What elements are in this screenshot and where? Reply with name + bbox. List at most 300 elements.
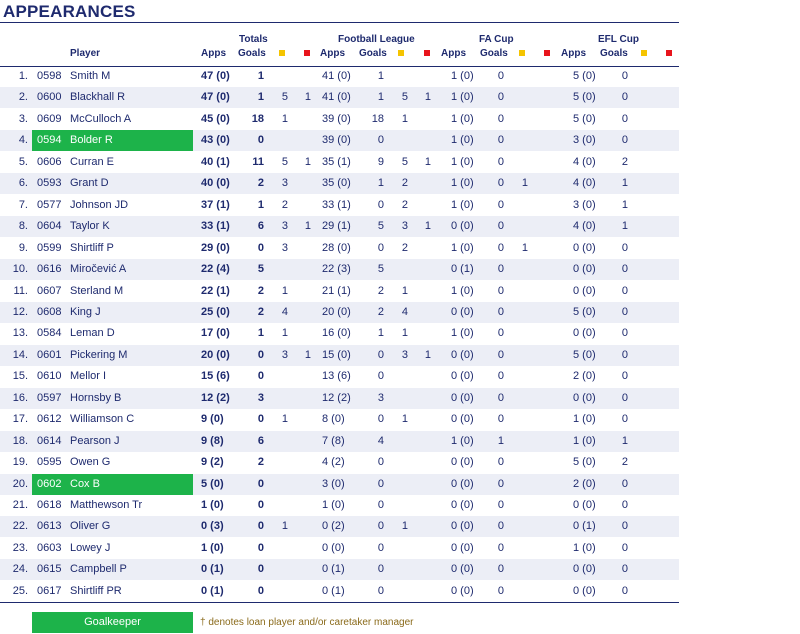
league-yellow-cards: 1 (401, 284, 408, 297)
total-goals: 1 (257, 70, 264, 82)
league-goals: 0 (377, 584, 384, 597)
row-number: 17. (12, 413, 28, 426)
efl-apps: 0 (0) (573, 263, 596, 276)
efl-goals: 0 (621, 348, 628, 361)
total-apps: 25 (0) (201, 305, 230, 318)
fa-goals: 0 (497, 241, 504, 254)
total-apps: 17 (0) (201, 327, 230, 340)
fa-apps: 1 (0) (451, 91, 474, 104)
total-goals: 1 (257, 91, 264, 104)
total-goals: 1 (257, 327, 264, 340)
total-yellow-cards: 3 (281, 241, 288, 254)
total-yellow-cards: 2 (281, 198, 288, 211)
player-id: 0597 (37, 391, 62, 404)
total-apps: 15 (6) (201, 370, 230, 383)
total-apps: 1 (0) (201, 499, 224, 511)
efl-goals: 1 (621, 177, 628, 190)
efl-goals: 2 (621, 155, 628, 168)
total-yellow-cards: 4 (281, 305, 288, 318)
efl-apps: 2 (0) (573, 477, 596, 490)
efl-goals: 2 (621, 456, 628, 469)
header-league-goals: Goals (359, 48, 387, 59)
efl-goals: 0 (621, 391, 628, 404)
fa-apps: 0 (0) (451, 499, 474, 511)
league-goals: 1 (377, 327, 384, 340)
total-apps: 1 (0) (201, 541, 224, 554)
league-apps: 15 (0) (322, 348, 351, 361)
player-name: King J (70, 305, 101, 318)
fa-goals: 0 (497, 220, 504, 233)
league-yellow-cards: 5 (401, 91, 408, 104)
league-apps: 28 (0) (322, 241, 351, 254)
player-id: 0577 (37, 198, 62, 211)
fa-goals: 0 (497, 198, 504, 211)
total-goals: 1 (257, 198, 264, 211)
total-apps: 9 (0) (201, 413, 224, 426)
league-apps: 41 (0) (322, 91, 351, 104)
league-goals: 1 (377, 91, 384, 104)
player-name: Mellor I (70, 370, 107, 383)
row-number: 23. (12, 541, 28, 554)
league-goals: 18 (371, 112, 384, 125)
total-yellow-cards: 1 (281, 520, 288, 533)
fa-apps: 1 (0) (451, 198, 474, 211)
yellow-card-icon (641, 50, 647, 56)
table-row (0, 516, 679, 537)
table-row (0, 345, 679, 366)
efl-apps: 1 (0) (573, 413, 596, 426)
player-name: Taylor K (70, 220, 110, 233)
total-goals: 2 (257, 456, 264, 469)
league-apps: 3 (0) (322, 477, 345, 490)
total-red-cards: 1 (304, 155, 311, 168)
player-name: Pearson J (70, 434, 120, 447)
player-id: 0593 (37, 177, 62, 190)
league-yellow-cards: 1 (401, 327, 408, 340)
efl-apps: 5 (0) (573, 112, 596, 125)
fa-goals: 1 (497, 434, 504, 447)
fa-goals: 0 (497, 563, 504, 576)
total-apps: 29 (0) (201, 241, 230, 254)
player-name: Matthewson Tr (70, 499, 143, 511)
header-total-goals: Goals (238, 48, 266, 59)
total-goals: 6 (257, 220, 264, 233)
league-goals: 4 (377, 434, 384, 447)
row-number: 11. (13, 284, 28, 297)
row-number: 18. (12, 434, 28, 447)
efl-goals: 0 (621, 91, 628, 104)
fa-goals: 0 (497, 155, 504, 168)
league-goals: 3 (377, 391, 384, 404)
player-id: 0610 (37, 370, 62, 383)
efl-apps: 4 (0) (573, 177, 596, 190)
fa-apps: 0 (0) (451, 520, 474, 533)
league-red-cards: 1 (424, 155, 431, 168)
fa-goals: 0 (497, 456, 504, 469)
player-id: 0615 (37, 563, 62, 576)
row-number: 3. (18, 112, 28, 125)
efl-apps: 3 (0) (573, 198, 596, 211)
player-name: Campbell P (70, 563, 127, 576)
fa-apps: 1 (0) (451, 177, 474, 190)
league-apps: 16 (0) (322, 327, 351, 340)
fa-goals: 0 (497, 370, 504, 383)
efl-goals: 0 (621, 584, 628, 597)
total-yellow-cards: 3 (281, 348, 288, 361)
player-name: Owen G (70, 456, 111, 469)
player-name: Miročević A (70, 263, 127, 276)
row-number: 25. (12, 584, 28, 597)
player-name: Bolder R (70, 134, 113, 147)
total-red-cards: 1 (304, 348, 311, 361)
total-apps: 12 (2) (201, 391, 230, 404)
total-apps: 20 (0) (201, 348, 230, 361)
table-row (0, 538, 679, 559)
fa-goals: 0 (497, 70, 504, 82)
efl-apps: 5 (0) (573, 70, 596, 82)
fa-yellow-cards: 1 (521, 177, 528, 190)
table-row (0, 409, 679, 430)
footer-divider (0, 602, 679, 603)
table-row (0, 495, 679, 516)
fa-apps: 1 (0) (451, 241, 474, 254)
league-goals: 0 (377, 520, 384, 533)
efl-goals: 0 (621, 477, 628, 490)
total-apps: 40 (1) (201, 155, 230, 168)
fa-apps: 0 (0) (451, 456, 474, 469)
header-league-apps: Apps (320, 48, 345, 59)
fa-goals: 0 (497, 413, 504, 426)
efl-apps: 5 (0) (573, 305, 596, 318)
player-name: Curran E (70, 155, 115, 168)
goalkeeper-legend: Goalkeeper (32, 612, 193, 633)
league-apps: 1 (0) (322, 499, 345, 511)
league-yellow-cards: 3 (401, 220, 408, 233)
efl-goals: 0 (621, 112, 628, 125)
efl-apps: 1 (0) (573, 541, 596, 554)
row-number: 4. (18, 134, 28, 147)
title-divider (0, 22, 679, 23)
row-number: 15. (12, 370, 28, 383)
total-goals: 2 (257, 305, 264, 318)
league-yellow-cards: 2 (401, 177, 408, 190)
fa-goals: 0 (497, 477, 504, 490)
total-yellow-cards: 1 (281, 413, 288, 426)
yellow-card-icon (279, 50, 285, 56)
player-id: 0617 (37, 584, 62, 597)
league-yellow-cards: 1 (401, 413, 408, 426)
total-goals: 0 (257, 413, 264, 426)
league-apps: 7 (8) (322, 434, 345, 447)
league-goals: 1 (377, 70, 384, 82)
table-row (0, 130, 679, 151)
yellow-card-icon (519, 50, 525, 56)
player-id: 0602 (37, 477, 62, 490)
row-number: 9. (18, 241, 28, 254)
player-id: 0594 (37, 134, 62, 147)
total-goals: 6 (257, 434, 264, 447)
header-efl-goals: Goals (600, 48, 628, 59)
league-red-cards: 1 (424, 91, 431, 104)
league-apps: 41 (0) (322, 70, 351, 82)
league-goals: 0 (377, 241, 384, 254)
total-goals: 0 (257, 584, 264, 597)
red-card-icon (424, 50, 430, 56)
total-yellow-cards: 3 (281, 177, 288, 190)
efl-apps: 0 (0) (573, 499, 596, 511)
player-name: Leman D (70, 327, 115, 340)
player-id: 0607 (37, 284, 62, 297)
efl-goals: 0 (621, 134, 628, 147)
efl-goals: 0 (621, 413, 628, 426)
fa-apps: 0 (0) (451, 370, 474, 383)
total-yellow-cards: 1 (281, 284, 288, 297)
league-apps: 0 (2) (322, 520, 345, 533)
total-goals: 18 (251, 112, 264, 125)
efl-goals: 0 (621, 499, 628, 511)
league-apps: 12 (2) (322, 391, 351, 404)
efl-goals: 0 (621, 563, 628, 576)
efl-apps: 5 (0) (573, 91, 596, 104)
total-apps: 37 (1) (201, 198, 230, 211)
efl-goals: 0 (621, 241, 628, 254)
player-name: Grant D (70, 177, 109, 190)
header-fa-goals: Goals (480, 48, 508, 59)
player-id: 0598 (37, 70, 62, 82)
table-row (0, 559, 679, 580)
row-number: 5. (18, 155, 28, 168)
league-goals: 2 (377, 284, 384, 297)
total-yellow-cards: 1 (281, 112, 288, 125)
row-number: 8. (18, 220, 28, 233)
efl-goals: 0 (621, 284, 628, 297)
efl-apps: 0 (0) (573, 563, 596, 576)
red-card-icon (666, 50, 672, 56)
player-name: Oliver G (70, 520, 111, 533)
row-number: 24. (12, 563, 28, 576)
league-goals: 0 (377, 134, 384, 147)
total-yellow-cards: 3 (281, 220, 288, 233)
fa-apps: 0 (1) (451, 263, 474, 276)
row-number: 22. (12, 520, 28, 533)
total-goals: 0 (257, 477, 264, 490)
league-red-cards: 1 (424, 348, 431, 361)
table-row (0, 388, 679, 409)
fa-goals: 0 (497, 263, 504, 276)
fa-goals: 0 (497, 134, 504, 147)
league-yellow-cards: 3 (401, 348, 408, 361)
total-goals: 0 (257, 241, 264, 254)
total-apps: 45 (0) (201, 112, 230, 125)
fa-goals: 0 (497, 541, 504, 554)
player-id: 0584 (37, 327, 62, 340)
fa-apps: 0 (0) (451, 541, 474, 554)
header-total-apps: Apps (201, 48, 226, 59)
player-id: 0601 (37, 348, 62, 361)
league-goals: 0 (377, 499, 384, 511)
total-goals: 3 (257, 391, 264, 404)
fa-apps: 0 (0) (451, 563, 474, 576)
fa-apps: 0 (0) (451, 584, 474, 597)
league-apps: 35 (1) (322, 155, 351, 168)
fa-goals: 0 (497, 584, 504, 597)
efl-apps: 0 (0) (573, 327, 596, 340)
league-apps: 20 (0) (322, 305, 351, 318)
player-id: 0595 (37, 456, 62, 469)
total-yellow-cards: 5 (281, 91, 288, 104)
player-id: 0614 (37, 434, 62, 447)
efl-goals: 1 (621, 220, 628, 233)
header-efl-apps: Apps (561, 48, 586, 59)
league-goals: 5 (377, 220, 384, 233)
fa-apps: 0 (0) (451, 413, 474, 426)
player-name: Blackhall R (70, 91, 126, 104)
loan-note: † denotes loan player and/or caretaker manager (200, 617, 414, 628)
row-number: 12. (12, 305, 28, 318)
efl-goals: 1 (621, 434, 628, 447)
league-goals: 9 (377, 155, 384, 168)
row-number: 21. (12, 499, 28, 511)
header-efl-cup: EFL Cup (598, 34, 639, 45)
player-id: 0612 (37, 413, 62, 426)
efl-apps: 4 (0) (573, 220, 596, 233)
efl-apps: 1 (0) (573, 434, 596, 447)
row-number: 19. (12, 456, 28, 469)
player-name: Cox B (70, 477, 100, 490)
fa-apps: 1 (0) (451, 434, 474, 447)
player-name: Pickering M (70, 348, 128, 361)
total-goals: 5 (257, 263, 264, 276)
red-card-icon (544, 50, 550, 56)
fa-apps: 1 (0) (451, 155, 474, 168)
player-id: 0599 (37, 241, 62, 254)
efl-goals: 0 (621, 327, 628, 340)
total-goals: 0 (257, 520, 264, 533)
player-name: Shirtliff PR (70, 584, 122, 597)
player-id: 0609 (37, 112, 62, 125)
fa-apps: 0 (0) (451, 305, 474, 318)
total-goals: 0 (257, 563, 264, 576)
efl-goals: 1 (621, 198, 628, 211)
league-apps: 21 (1) (322, 284, 351, 297)
efl-goals: 0 (621, 263, 628, 276)
header-fa-cup: FA Cup (479, 34, 514, 45)
total-goals: 11 (252, 155, 264, 168)
league-apps: 0 (1) (322, 563, 345, 576)
total-apps: 0 (1) (201, 584, 224, 597)
table-row (0, 323, 679, 344)
header-totals: Totals (239, 34, 268, 45)
league-apps: 0 (1) (322, 584, 345, 597)
efl-apps: 3 (0) (573, 134, 596, 147)
fa-goals: 0 (497, 305, 504, 318)
league-goals: 0 (377, 370, 384, 383)
efl-apps: 2 (0) (573, 370, 596, 383)
fa-goals: 0 (497, 391, 504, 404)
table-row (0, 452, 679, 473)
league-goals: 5 (377, 263, 384, 276)
row-number: 16. (12, 391, 28, 404)
table-row (0, 216, 679, 237)
table-row (0, 87, 679, 108)
total-goals: 0 (257, 499, 264, 511)
player-id: 0606 (37, 155, 62, 168)
player-name: McCulloch A (70, 112, 132, 125)
league-yellow-cards: 2 (401, 241, 408, 254)
league-apps: 13 (6) (322, 370, 351, 383)
player-id: 0604 (37, 220, 62, 233)
total-yellow-cards: 1 (281, 327, 288, 340)
player-name: Sterland M (70, 284, 124, 297)
total-apps: 40 (0) (201, 177, 230, 190)
total-apps: 9 (2) (201, 456, 224, 469)
efl-apps: 0 (0) (573, 284, 596, 297)
total-apps: 22 (1) (201, 284, 230, 297)
player-id: 0603 (37, 541, 62, 554)
league-goals: 2 (377, 305, 384, 318)
fa-apps: 0 (0) (451, 477, 474, 490)
row-number: 10. (12, 263, 28, 276)
player-id: 0618 (37, 499, 62, 511)
total-apps: 5 (0) (201, 477, 224, 490)
total-goals: 2 (257, 177, 264, 190)
league-goals: 0 (377, 477, 384, 490)
fa-yellow-cards: 1 (521, 241, 528, 254)
fa-apps: 1 (0) (451, 284, 474, 297)
league-apps: 0 (0) (322, 541, 345, 554)
fa-goals: 0 (497, 177, 504, 190)
player-name: Hornsby B (70, 391, 122, 404)
player-id: 0608 (37, 305, 62, 318)
header-player: Player (70, 48, 101, 59)
league-apps: 39 (0) (322, 112, 351, 125)
page-title: APPEARANCES (3, 2, 136, 21)
efl-apps: 0 (0) (573, 241, 596, 254)
fa-goals: 0 (497, 520, 504, 533)
total-goals: 0 (257, 370, 264, 383)
efl-goals: 0 (621, 541, 628, 554)
table-row (0, 195, 679, 216)
league-apps: 4 (2) (322, 456, 345, 469)
total-goals: 0 (257, 134, 264, 147)
league-goals: 0 (377, 456, 384, 469)
table-row (0, 474, 679, 495)
total-goals: 2 (257, 284, 264, 297)
table-row (0, 109, 679, 130)
row-number: 13. (12, 327, 28, 340)
row-number: 20. (12, 477, 28, 490)
league-goals: 0 (377, 413, 384, 426)
player-id: 0600 (37, 91, 62, 104)
total-goals: 0 (257, 541, 264, 554)
efl-apps: 0 (1) (573, 520, 596, 533)
table-row (0, 581, 679, 602)
player-name: Lowey J (70, 541, 111, 554)
table-row (0, 281, 679, 302)
fa-apps: 1 (0) (451, 134, 474, 147)
row-number: 2. (18, 91, 28, 104)
fa-apps: 0 (0) (451, 220, 474, 233)
total-apps: 47 (0) (201, 70, 230, 82)
header-fa-apps: Apps (441, 48, 466, 59)
total-goals: 0 (257, 348, 264, 361)
total-red-cards: 1 (304, 220, 311, 233)
league-apps: 39 (0) (322, 134, 351, 147)
yellow-card-icon (398, 50, 404, 56)
league-apps: 35 (0) (322, 177, 351, 190)
fa-goals: 0 (497, 348, 504, 361)
efl-apps: 5 (0) (573, 456, 596, 469)
